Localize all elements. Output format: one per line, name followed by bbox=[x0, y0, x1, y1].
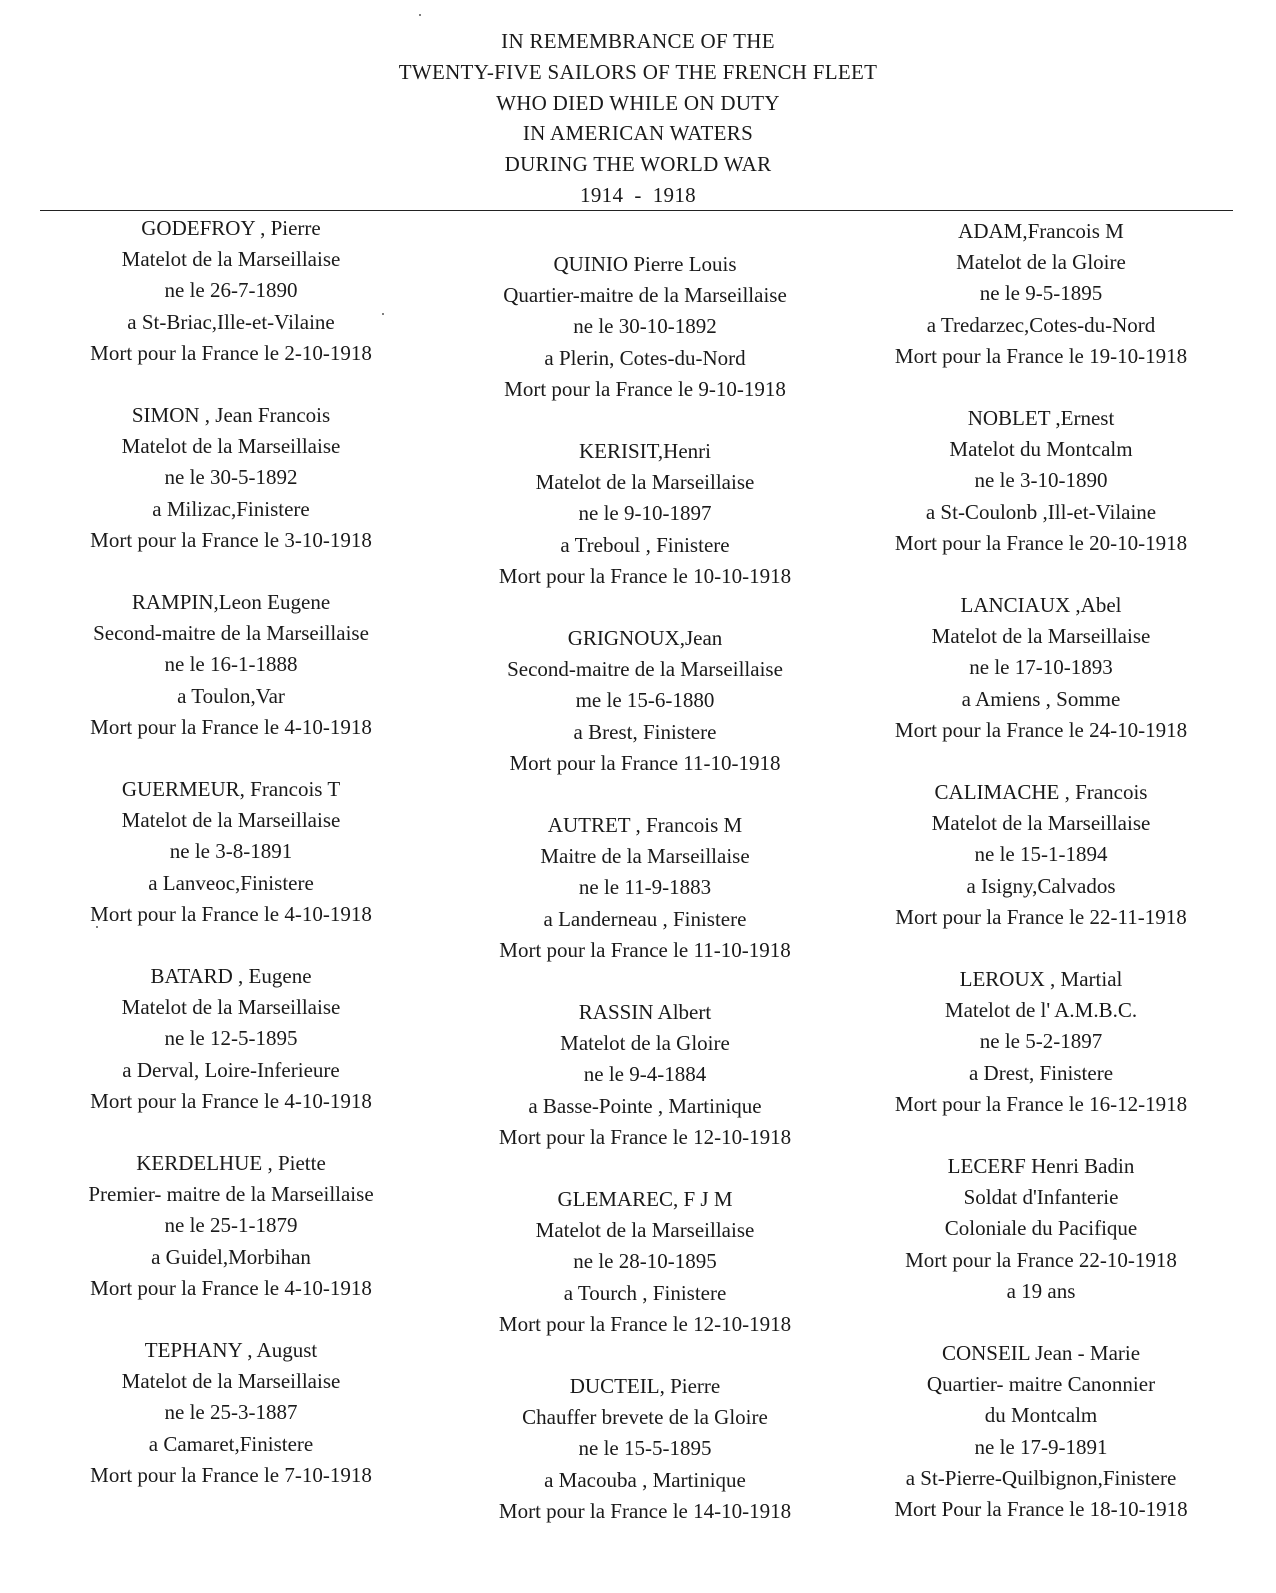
sailor-rank: Matelot de la Marseillaise bbox=[121, 1369, 341, 1394]
sailor-death-date: Mort pour la France le 4-10-1918 bbox=[90, 901, 372, 926]
sailor-birth-place: a Treboul , Finistere bbox=[560, 532, 730, 557]
sailor-entry bbox=[463, 249, 827, 405]
sailor-name: CONSEIL Jean - Marie bbox=[941, 1341, 1141, 1365]
sailor-birth-place: a Plerin, Cotes-du-Nord bbox=[544, 345, 746, 370]
sailor-death-date: Mort pour la France le 16-12-1918 bbox=[894, 1091, 1188, 1116]
sailor-death-date: Mort pour la France le 24-10-1918 bbox=[894, 717, 1188, 742]
sailor-birth-date: ne le 15-5-1895 bbox=[578, 1436, 712, 1461]
sailor-birth-place: a Basse-Pointe , Martinique bbox=[528, 1093, 762, 1118]
sailor-name: SIMON , Jean Francois bbox=[131, 403, 331, 427]
sailor-birth-place: a Brest, Finistere bbox=[573, 719, 717, 744]
sailor-birth-place: a Camaret,Finistere bbox=[148, 1431, 314, 1456]
sailor-death-date: Mort pour la France le 7-10-1918 bbox=[90, 1462, 372, 1487]
sailor-death-date: Mort pour la France le 4-10-1918 bbox=[90, 1275, 372, 1300]
sailor-birth-place: a Toulon,Var bbox=[177, 683, 285, 708]
sailor-entry bbox=[861, 777, 1221, 933]
sailor-rank: Matelot de la Marseillaise bbox=[121, 434, 341, 459]
sailor-name: GODEFROY , Pierre bbox=[141, 216, 321, 240]
sailor-name: GRIGNOUX,Jean bbox=[567, 626, 723, 650]
sailor-birth-date: ne le 3-8-1891 bbox=[169, 839, 293, 864]
sailor-entry bbox=[861, 216, 1221, 372]
sailor-entry bbox=[463, 436, 827, 592]
sailor-birth-place: a St-Pierre-Quilbignon,Finistere bbox=[905, 1465, 1177, 1490]
sailor-entry bbox=[463, 997, 827, 1153]
sailor-death-date: Mort pour la France 11-10-1918 bbox=[509, 750, 781, 775]
sailor-rank: Quartier- maitre Canonnier bbox=[926, 1372, 1156, 1397]
sailor-rank: Maitre de la Marseillaise bbox=[540, 844, 750, 869]
sailor-entry bbox=[463, 623, 827, 779]
sailor-entry bbox=[861, 964, 1221, 1120]
sailor-birth-place: a Guidel,Morbihan bbox=[151, 1244, 311, 1269]
scan-speck bbox=[96, 926, 98, 928]
sailor-death-date: Mort pour la France le 3-10-1918 bbox=[90, 527, 372, 552]
sailor-name: CALIMACHE , Francois bbox=[934, 780, 1148, 804]
sailor-unit: Coloniale du Pacifique bbox=[944, 1216, 1138, 1241]
sailor-rank: Second-maitre de la Marseillaise bbox=[93, 621, 369, 646]
heading-line: IN AMERICAN WATERS bbox=[522, 121, 754, 146]
sailor-birth-place: a Macouba , Martinique bbox=[544, 1467, 746, 1492]
sailor-entry bbox=[40, 774, 422, 930]
sailor-entry bbox=[463, 810, 827, 966]
sailor-entry bbox=[40, 1148, 422, 1304]
sailor-rank: Chauffer brevete de la Gloire bbox=[522, 1405, 768, 1430]
sailor-birth-place: a Tredarzec,Cotes-du-Nord bbox=[926, 312, 1156, 337]
sailor-death-date: Mort pour la France le 22-11-1918 bbox=[895, 904, 1187, 929]
sailor-name: ADAM,Francois M bbox=[958, 219, 1124, 243]
sailor-birth-date: ne le 11-9-1883 bbox=[578, 875, 712, 900]
sailor-name: NOBLET ,Ernest bbox=[967, 406, 1115, 430]
sailor-rank: Premier- maitre de la Marseillaise bbox=[88, 1182, 374, 1207]
sailor-birth-place: a Landerneau , Finistere bbox=[543, 906, 747, 931]
sailor-entry bbox=[463, 1184, 827, 1340]
memorial-heading bbox=[0, 26, 1276, 211]
sailor-entry bbox=[40, 961, 422, 1117]
sailor-name: GLEMAREC, F J M bbox=[557, 1187, 733, 1211]
sailor-birth-place: a Drest, Finistere bbox=[968, 1060, 1114, 1085]
sailor-birth-date: ne le 9-4-1884 bbox=[583, 1062, 707, 1087]
sailor-birth-date: ne le 28-10-1895 bbox=[573, 1249, 717, 1274]
sailor-death-date: Mort pour la France le 14-10-1918 bbox=[498, 1498, 792, 1523]
sailor-death-date: Mort pour la France le 10-10-1918 bbox=[498, 563, 792, 588]
sailor-birth-place: a St-Coulonb ,Ill-et-Vilaine bbox=[925, 499, 1157, 524]
sailor-rank: Soldat d'Infanterie bbox=[963, 1185, 1119, 1210]
sailor-entry bbox=[40, 1335, 422, 1491]
sailor-entry bbox=[861, 403, 1221, 559]
heading-line: TWENTY-FIVE SAILORS OF THE FRENCH FLEET bbox=[398, 59, 878, 84]
heading-years: 1914 - 1918 bbox=[580, 182, 696, 207]
sailor-name: TEPHANY , August bbox=[144, 1338, 318, 1362]
sailor-name: DUCTEIL, Pierre bbox=[569, 1374, 721, 1398]
heading-line: IN REMEMBRANCE OF THE bbox=[501, 29, 775, 53]
sailor-rank: Matelot de la Gloire bbox=[956, 250, 1126, 275]
sailor-death-date: Mort Pour la France le 18-10-1918 bbox=[894, 1497, 1188, 1522]
sailor-death-date: Mort pour la France le 2-10-1918 bbox=[90, 340, 372, 365]
sailor-name: LEROUX , Martial bbox=[959, 967, 1123, 991]
sailor-entry bbox=[861, 1338, 1221, 1525]
sailor-death-date: Mort pour la France le 20-10-1918 bbox=[894, 530, 1188, 555]
sailor-name: LECERF Henri Badin bbox=[947, 1154, 1135, 1178]
sailor-birth-date: ne le 3-10-1890 bbox=[974, 468, 1108, 493]
sailor-birth-place: a Lanveoc,Finistere bbox=[148, 870, 314, 895]
sailor-birth-place: a Amiens , Somme bbox=[961, 686, 1121, 711]
sailor-entry bbox=[40, 213, 422, 369]
sailor-death-date: Mort pour la France le 9-10-1918 bbox=[504, 376, 786, 401]
sailor-entry bbox=[40, 400, 422, 556]
sailor-death-date: Mort pour la France le 19-10-1918 bbox=[894, 343, 1188, 368]
scan-speck bbox=[419, 14, 421, 16]
sailor-entry bbox=[40, 587, 422, 743]
sailor-birth-place: a St-Briac,Ille-et-Vilaine bbox=[127, 309, 335, 334]
sailor-birth-place: a Milizac,Finistere bbox=[152, 496, 310, 521]
sailor-death-date: Mort pour la France le 4-10-1918 bbox=[90, 1088, 372, 1113]
sailor-birth-date: ne le 17-9-1891 bbox=[974, 1434, 1108, 1459]
sailor-rank: Matelot de la Marseillaise bbox=[931, 624, 1151, 649]
sailor-name: LANCIAUX ,Abel bbox=[960, 593, 1122, 617]
sailor-birth-date: ne le 26-7-1890 bbox=[164, 278, 298, 303]
sailor-birth-date: ne le 5-2-1897 bbox=[979, 1029, 1103, 1054]
sailor-birth-date: ne le 15-1-1894 bbox=[974, 842, 1108, 867]
sailor-rank: Matelot de la Marseillaise bbox=[121, 247, 341, 272]
sailor-name: RAMPIN,Leon Eugene bbox=[131, 590, 331, 614]
sailor-rank: Quartier-maitre de la Marseillaise bbox=[503, 283, 787, 308]
sailor-death-date: Mort pour la France le 12-10-1918 bbox=[498, 1311, 792, 1336]
heading-line: DURING THE WORLD WAR bbox=[504, 152, 772, 177]
sailor-rank: Matelot de la Marseillaise bbox=[535, 1218, 755, 1243]
sailor-birth-date: ne le 9-5-1895 bbox=[979, 281, 1103, 306]
heading-divider bbox=[40, 210, 1233, 211]
sailor-birth-date: me le 15-6-1880 bbox=[575, 688, 715, 713]
sailor-rank: Matelot de la Marseillaise bbox=[931, 811, 1151, 836]
sailor-ship: du Montcalm bbox=[984, 1403, 1098, 1428]
sailor-entry bbox=[463, 1371, 827, 1527]
sailor-rank: Matelot de la Marseillaise bbox=[121, 808, 341, 833]
sailor-name: QUINIO Pierre Louis bbox=[553, 252, 737, 276]
sailor-birth-date: ne le 30-10-1892 bbox=[573, 314, 717, 339]
sailor-death-date: Mort pour la France le 12-10-1918 bbox=[498, 1124, 792, 1149]
sailor-birth-date: ne le 30-5-1892 bbox=[164, 465, 298, 490]
sailor-death-date: Mort pour la France le 4-10-1918 bbox=[90, 714, 372, 739]
sailor-birth-date: ne le 12-5-1895 bbox=[164, 1026, 298, 1051]
sailor-name: KERISIT,Henri bbox=[579, 439, 711, 463]
sailor-rank: Matelot de la Marseillaise bbox=[121, 995, 341, 1020]
sailor-age: a 19 ans bbox=[1006, 1278, 1076, 1303]
sailor-rank: Matelot de l' A.M.B.C. bbox=[944, 998, 1138, 1023]
sailor-name: RASSIN Albert bbox=[578, 1000, 712, 1024]
sailor-birth-date: ne le 16-1-1888 bbox=[164, 652, 298, 677]
sailor-rank: Second-maitre de la Marseillaise bbox=[507, 657, 783, 682]
sailor-name: BATARD , Eugene bbox=[150, 964, 312, 988]
sailor-name: AUTRET , Francois M bbox=[547, 813, 743, 837]
sailor-rank: Matelot de la Marseillaise bbox=[535, 470, 755, 495]
sailor-birth-place: a Tourch , Finistere bbox=[563, 1280, 727, 1305]
heading-line: WHO DIED WHILE ON DUTY bbox=[496, 90, 780, 115]
sailor-entry bbox=[861, 1151, 1221, 1307]
sailor-rank: Matelot du Montcalm bbox=[949, 437, 1133, 462]
sailor-birth-date: ne le 25-3-1887 bbox=[164, 1400, 298, 1425]
sailor-name: GUERMEUR, Francois T bbox=[121, 777, 341, 801]
scan-speck bbox=[382, 313, 384, 315]
sailor-entry bbox=[861, 590, 1221, 746]
sailor-birth-date: ne le 9-10-1897 bbox=[578, 501, 712, 526]
sailor-rank: Matelot de la Gloire bbox=[560, 1031, 730, 1056]
sailor-birth-place: a Derval, Loire-Inferieure bbox=[122, 1057, 340, 1082]
sailor-birth-place: a Isigny,Calvados bbox=[966, 873, 1116, 898]
sailor-name: KERDELHUE , Piette bbox=[136, 1151, 326, 1175]
sailor-death-date: Mort pour la France 22-10-1918 bbox=[905, 1247, 1177, 1272]
sailor-birth-date: ne le 17-10-1893 bbox=[969, 655, 1113, 680]
sailor-birth-date: ne le 25-1-1879 bbox=[164, 1213, 298, 1238]
sailor-death-date: Mort pour la France le 11-10-1918 bbox=[499, 937, 791, 962]
